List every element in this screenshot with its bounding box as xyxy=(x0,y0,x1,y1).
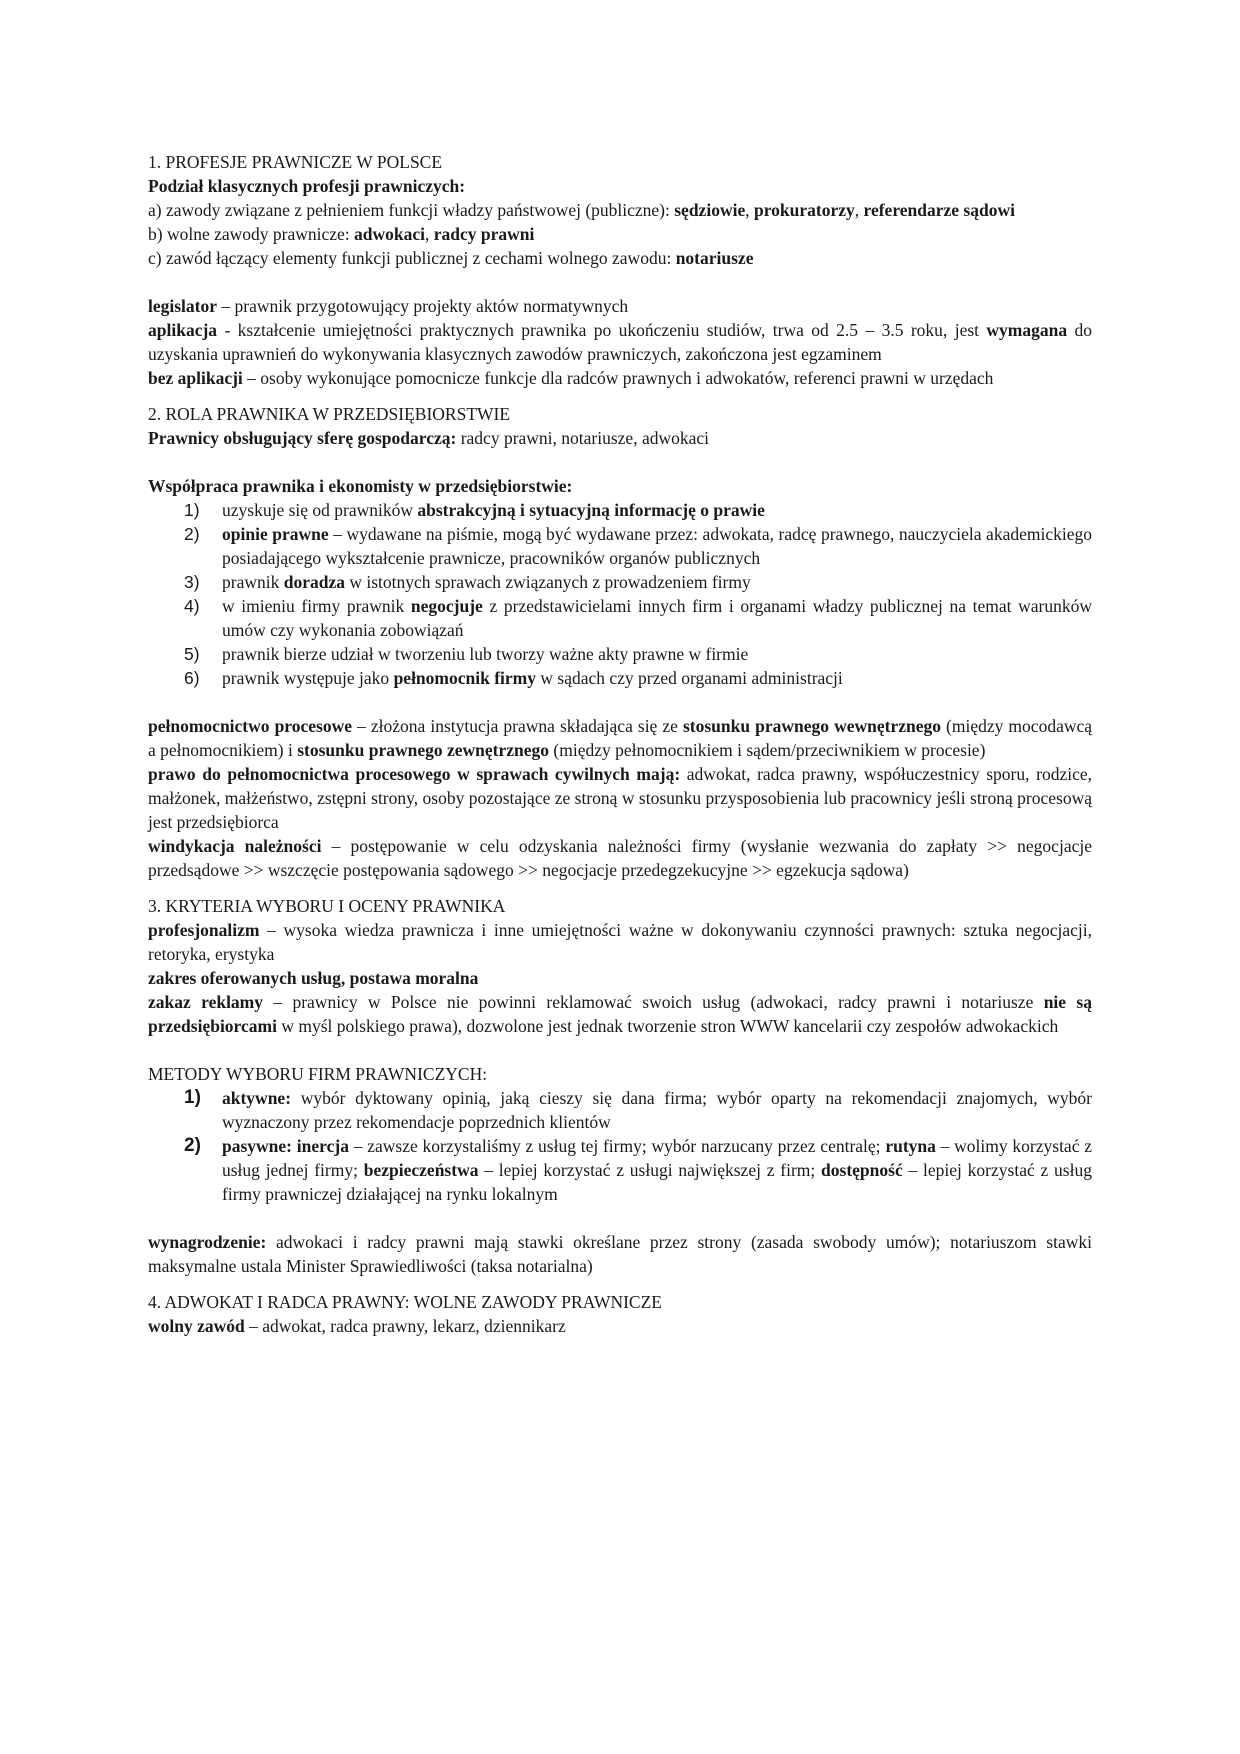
section-4-title: 4. ADWOKAT I RADCA PRAWNY: WOLNE ZAWODY PRAWNICZE xyxy=(148,1292,662,1312)
paragraph-c: c) zawód łączący elementy funkcji publicznej z cechami wolnego zawodu: notariusze xyxy=(148,248,754,268)
document-body xyxy=(148,150,1092,1338)
definition-profesjonalizm: profesjonalizm – wysoka wiedza prawnicza i inne umiejętności ważne w dokonywaniu czynności prawnych: sztuka negocjacji, retoryka, erystyka xyxy=(148,920,1092,964)
list-item: 1) aktywne: wybór dyktowany opinią, jaką cieszy się dana firma; wybór oparty na rekomendacji znajomych, wybór wyznaczony przez rekomendacje poprzednich klientów xyxy=(184,1087,1092,1132)
list-item: 3) prawnik doradza w istotnych sprawach związanych z prowadzeniem firmy xyxy=(184,572,751,592)
cooperation-list xyxy=(148,498,1092,690)
section-1-title: 1. PROFESJE PRAWNICZE W POLSCE xyxy=(148,152,443,172)
list-item: 4) w imieniu firmy prawnik negocjuje z przedstawicielami innych firm i organami władzy publicznej na temat warunków umów czy wykonania zobowiązań xyxy=(184,596,1092,640)
paragraph-a: a) zawody związane z pełnieniem funkcji władzy państwowej (publiczne): sędziowie, prokuratorzy, referendarze sądowi xyxy=(148,200,1015,220)
section-1-subtitle: Podział klasycznych profesji prawniczych: xyxy=(148,176,466,196)
definition-windykacja: windykacja należności – postępowanie w celu odzyskania należności firmy (wysłanie wezwania do zapłaty >> negocjacje przedsądowe >> wszczęcie postępowania sądowego >> negocjacje przedegzekucyjne >> egzekucja sądowa) xyxy=(148,836,1092,880)
list-item: 6) prawnik występuje jako pełnomocnik firmy w sądach czy przed organami administracji xyxy=(184,668,843,688)
list-item: 2) opinie prawne – wydawane na piśmie, mogą być wydawane przez: adwokata, radcę prawnego, nauczyciela akademickiego posiadającego wykształcenie prawnicze, pracowników organów publicznych xyxy=(184,524,1092,568)
section-2-title: 2. ROLA PRAWNIKA W PRZEDSIĘBIORSTWIE xyxy=(148,404,511,424)
definition-legislator: legislator – prawnik przygotowujący projekty aktów normatywnych xyxy=(148,296,629,316)
definition-wynagrodzenie: wynagrodzenie: adwokaci i radcy prawni mają stawki określane przez strony (zasada swobody umów); notariuszom stawki maksymalne ustala Minister Sprawiedliwości (taksa notarialna) xyxy=(148,1232,1092,1276)
methods-title: METODY WYBORU FIRM PRAWNICZYCH: xyxy=(148,1064,488,1084)
section-3-title: 3. KRYTERIA WYBORU I OCENY PRAWNIKA xyxy=(148,896,506,916)
list-item: 2) pasywne: inercja – zawsze korzystaliśmy z usług tej firmy; wybór narzucany przez centralę; rutyna – wolimy korzystać z usług jednej firmy; bezpieczeństwa – lepiej korzystać z usługi największej z firm; dostępność – lepiej korzystać z usług firmy prawniczej działającej na rynku lokalnym xyxy=(184,1135,1093,1204)
paragraph-wspolpraca: Współpraca prawnika i ekonomisty w przedsiębiorstwie: xyxy=(148,476,573,496)
definition-aplikacja: aplikacja - kształcenie umiejętności praktycznych prawnika po ukończeniu studiów, trwa od 2.5 – 3.5 roku, jest wymagana do uzyskania uprawnień do wykonywania klasycznych zawodów prawniczych, zakończona jest egzaminem xyxy=(148,320,1093,364)
paragraph-zakres: zakres oferowanych usług, postawa moralna xyxy=(148,968,479,988)
list-item: 1) uzyskuje się od prawników abstrakcyjną i sytuacyjną informację o prawie xyxy=(184,500,765,520)
definition-pelnomocnictwo: pełnomocnictwo procesowe – złożona instytucja prawna składająca się ze stosunku prawnego wewnętrznego (między mocodawcą a pełnomocnikiem) i stosunku prawnego zewnętrznego (między pełnomocnikiem i sądem/przeciwnikiem w procesie) xyxy=(148,716,1093,760)
definition-wolny-zawod: wolny zawód – adwokat, radca prawny, lekarz, dziennikarz xyxy=(148,1316,566,1336)
definition-bez-aplikacji: bez aplikacji – osoby wykonujące pomocnicze funkcje dla radców prawnych i adwokatów, referenci prawni w urzędach xyxy=(148,368,994,388)
paragraph-b: b) wolne zawody prawnicze: adwokaci, radcy prawni xyxy=(148,224,535,244)
methods-list xyxy=(148,1086,1092,1206)
paragraph-obslugujacy: Prawnicy obsługujący sferę gospodarczą: radcy prawni, notariusze, adwokaci xyxy=(148,428,710,448)
list-item: 5) prawnik bierze udział w tworzeniu lub tworzy ważne akty prawne w firmie xyxy=(184,644,749,664)
definition-prawo: prawo do pełnomocnictwa procesowego w sprawach cywilnych mają: adwokat, radca prawny, współuczestnicy sporu, rodzice, małżonek, małżeństwo, zstępni strony, osoby pozostające ze stroną w stosunku przysposobienia lub pracownicy jeśli stroną procesową jest przedsiębiorca xyxy=(148,764,1092,832)
definition-zakaz-reklamy: zakaz reklamy – prawnicy w Polsce nie powinni reklamować swoich usług (adwokaci, radcy prawni i notariusze nie są przedsiębiorcami w myśl polskiego prawa), dozwolone jest jednak tworzenie stron WWW kancelarii czy zespołów adwokackich xyxy=(148,992,1092,1036)
